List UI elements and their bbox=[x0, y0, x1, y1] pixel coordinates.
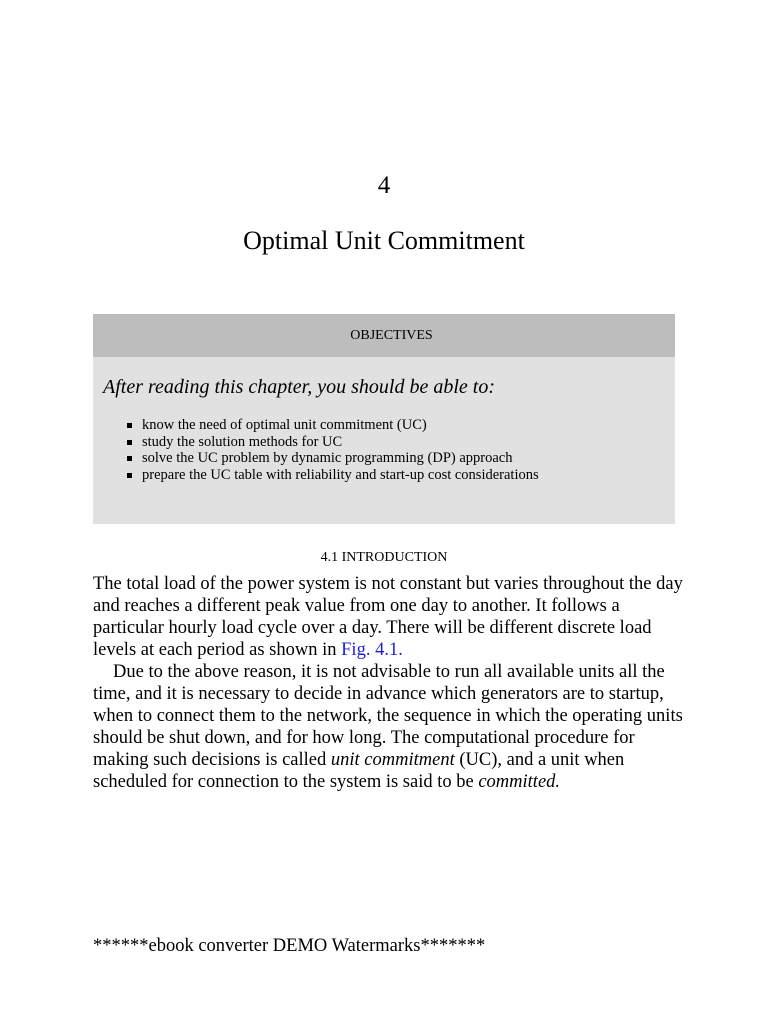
term-committed: committed. bbox=[478, 772, 561, 792]
paragraph-1-text: The total load of the power system is not constant but varies throughout the day and reaches a different peak value from one day to another. It follows a particular hourly load cycle over a day. There will be different discrete load levels at each period as shown in bbox=[93, 574, 683, 660]
square-bullet-icon bbox=[127, 473, 132, 478]
square-bullet-icon bbox=[127, 440, 132, 445]
objectives-list bbox=[93, 417, 675, 483]
paragraph-2-text-b: (UC), and a unit when scheduled for connection to the system is said to be bbox=[93, 750, 625, 792]
square-bullet-icon bbox=[127, 423, 132, 428]
chapter-number: 4 bbox=[377, 172, 391, 199]
square-bullet-icon bbox=[127, 456, 132, 461]
figure-link[interactable]: Fig. 4.1. bbox=[341, 640, 403, 660]
paragraph-2-text-a: Due to the above reason, it is not advisable to run all available units all the time, and it is necessary to decide in advance which generators are to startup, when to connect them to the network, the sequence in which the operating units should be shut down, and for how long. The computational procedure for making such decisions is called bbox=[93, 662, 683, 770]
objective-item-text: know the need of optimal unit commitment (UC) bbox=[142, 417, 427, 433]
objective-item-text: solve the UC problem by dynamic programming (DP) approach bbox=[142, 450, 513, 466]
objective-item bbox=[127, 417, 675, 434]
body-text bbox=[93, 573, 683, 793]
objectives-lead: After reading this chapter, you should be able to: bbox=[103, 376, 495, 398]
section-heading: 4.1 INTRODUCTION bbox=[320, 550, 448, 565]
paragraph-1 bbox=[93, 573, 683, 661]
objective-item-text: study the solution methods for UC bbox=[142, 433, 343, 450]
objective-item-text: prepare the UC table with reliability and start-up cost considerations bbox=[142, 466, 539, 483]
term-unit-commitment: unit commitment bbox=[330, 750, 455, 770]
paragraph-2 bbox=[93, 661, 683, 793]
objectives-header: OBJECTIVES bbox=[93, 314, 675, 357]
objective-item bbox=[127, 450, 675, 467]
chapter-title: Optimal Unit Commitment bbox=[243, 226, 525, 255]
objectives-box bbox=[93, 314, 675, 524]
objective-item bbox=[127, 467, 675, 484]
objective-item bbox=[127, 434, 675, 451]
watermark: ******ebook converter DEMO Watermarks******* bbox=[93, 936, 486, 956]
